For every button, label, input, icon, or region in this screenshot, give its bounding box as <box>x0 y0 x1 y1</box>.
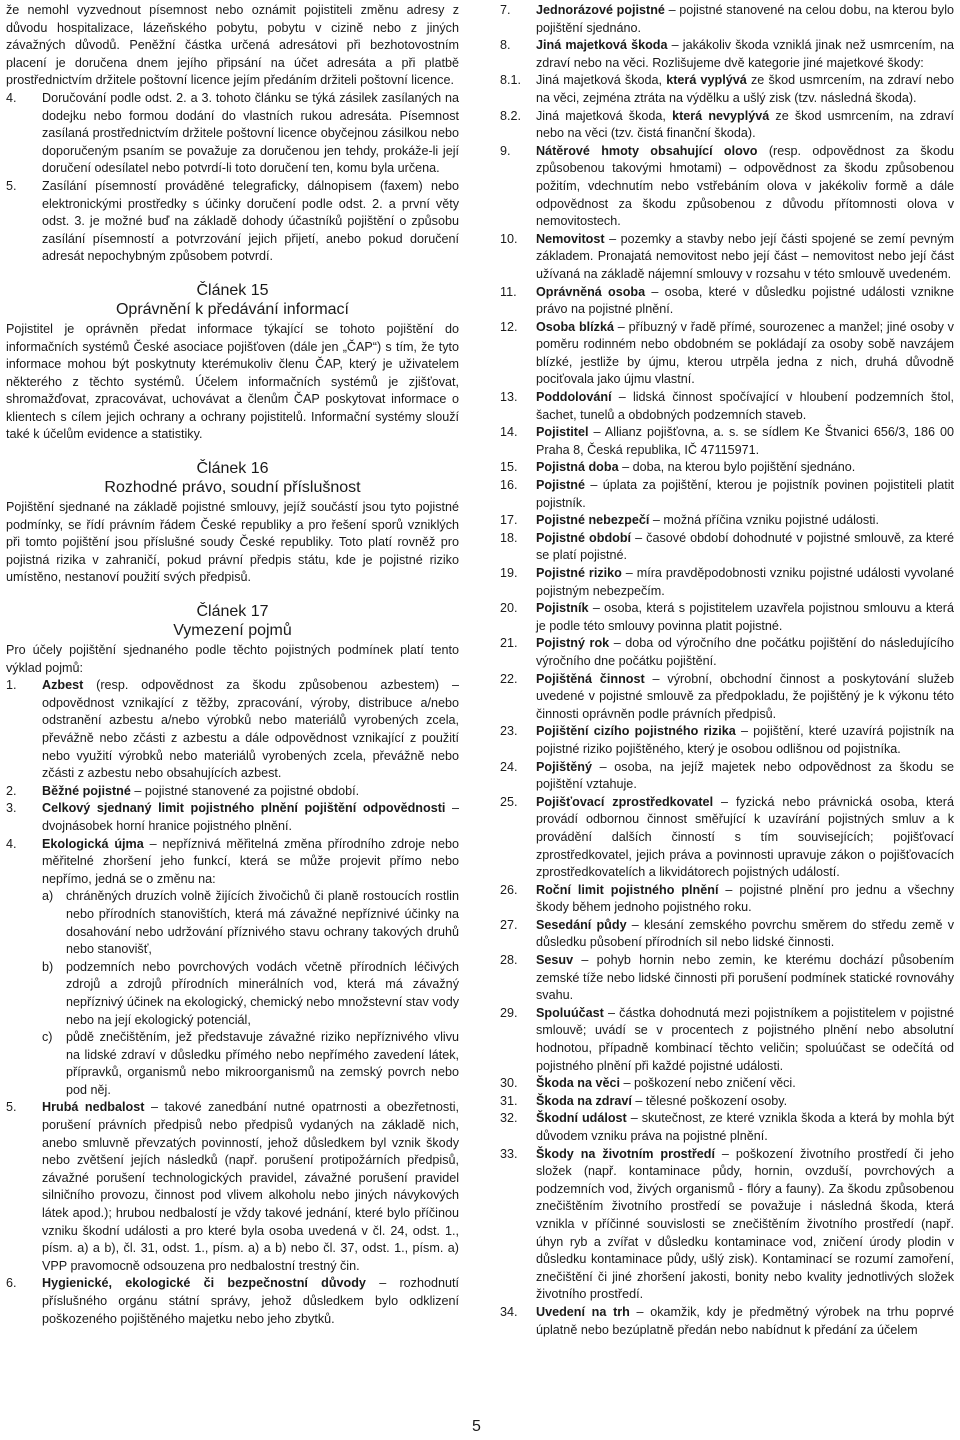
item-text-part: ze škod usmrcením, na zdraví nebo na věci (tzv. čistá finanční škoda). <box>536 108 955 141</box>
list-item <box>500 1005 954 1075</box>
definition-list <box>500 2 954 1339</box>
list-item <box>500 284 954 319</box>
item-number: 3. <box>6 801 17 816</box>
item-text-part: – osoba, která s pojistitelem uzavřela pojistnou smlouvu a která je podle této smlouvy povinna platit pojistné. <box>536 601 954 633</box>
item-number: 5. <box>6 1100 17 1115</box>
item-text <box>536 231 954 284</box>
item-number: 22. <box>500 671 518 686</box>
article-title: Článek 15 <box>196 281 269 299</box>
item-text-part: – osoba, které v důsledku pojistné události vznikne právo na pojistné plnění. <box>536 284 954 317</box>
list-item <box>500 952 954 1005</box>
defined-term: Pojistník <box>536 601 589 616</box>
item-number: 19. <box>500 566 518 580</box>
defined-term: Jednorázové pojistné <box>536 3 665 17</box>
item-number: 4. <box>6 836 17 851</box>
item-number: 13. <box>500 390 518 405</box>
defined-term: Sesuv <box>536 953 574 968</box>
item-number: c) <box>42 1030 53 1045</box>
defined-term: Běžné pojistné <box>42 783 131 798</box>
item-text <box>536 512 954 530</box>
item-text <box>42 677 459 783</box>
item-text <box>536 1304 954 1339</box>
item-text-part: – doba, na kterou bylo pojištění sjednáno. <box>618 460 856 475</box>
defined-term: Pojištění cizího pojistného rizika <box>536 724 736 739</box>
item-text: Doručování podle odst. 2. a 3. tohoto článku se týká zásilek zasílaných na dodejku nebo formou dodání do vlastních rukou adresáta. Písemnost zasílaná prostřednictvím držitele poštovní licence obyčejnou zásilkou nebo doporučeným psaním se považuje za doručenou jen tehdy, prokáže-li její doručení odesílatel nebo potvrdí-li toto doručení ten, komu byla určena. <box>42 90 459 176</box>
defined-term: Pojišťovací zprostředkovatel <box>536 794 714 809</box>
item-number: 21. <box>500 636 518 651</box>
list-item <box>6 836 459 889</box>
item-text-part: – výrobní, obchodní činnost a poskytování služeb uvedené v pojistné smlouvě za předpokladu, že pojištěný je k výkonu této činnosti oprávněn podle právních předpisů. <box>536 671 954 721</box>
defined-term: Spoluúčast <box>536 1005 604 1020</box>
item-text-part: Jiná majetková škoda, <box>536 108 673 123</box>
item-number: 12. <box>500 319 518 334</box>
list-item <box>500 882 954 917</box>
item-text-part: – nepříznivá měřitelná změna přírodního zdroje nebo měřitelné zhoršení jeho funkcí, která se může projevit přímo nebo nepřímo, jedná se o změnu na: <box>42 836 459 886</box>
list-item <box>500 723 954 758</box>
item-text <box>536 600 954 635</box>
item-text-part: – dvojnásobek horní hranice pojistného plnění. <box>42 801 459 833</box>
item-number: 24. <box>500 759 518 774</box>
defined-term: Škoda na zdraví <box>536 1093 632 1108</box>
article-subtitle: Rozhodné právo, soudní příslušnost <box>104 479 361 497</box>
defined-term: Pojistná doba <box>536 460 619 475</box>
item-text-part: – rozhodnutí příslušného orgánu státní správy, jehož důsledkem bylo odklizení poškozeného pojištěného majetku nebo jeho zbytků. <box>42 1276 459 1326</box>
list-item <box>500 635 954 670</box>
item-text-part: – klesání zemského povrchu směrem do středu země v důsledku působení přírodních sil nebo lidské činnosti. <box>536 917 954 950</box>
item-number: 5. <box>6 178 17 193</box>
item-number: 6. <box>6 1276 17 1291</box>
list-item <box>500 231 954 284</box>
item-number: 26. <box>500 882 518 897</box>
article-subtitle: Vymezení pojmů <box>173 622 292 640</box>
item-text-part: – možná příčina vzniku pojistné události. <box>649 513 879 528</box>
sub-list <box>6 888 459 1099</box>
defined-term: Azbest <box>42 678 84 693</box>
item-number: 23. <box>500 724 518 739</box>
item-text-part: – skutečnost, ze které vznikla škoda a která by mohla být důvodem vzniku práva na pojistné plnění. <box>536 1111 955 1143</box>
defined-term: Pojistné <box>536 478 585 493</box>
numbered-list <box>6 90 459 266</box>
item-text <box>536 1110 954 1145</box>
item-text-part: – pojistné plnění pro jednu a všechny škody během jednoho pojistného roku. <box>536 882 954 915</box>
item-text <box>536 37 954 72</box>
definition-list <box>6 677 459 888</box>
item-number: 34. <box>500 1304 518 1319</box>
item-text-part: – příbuzný v řadě přímé, sourozenec a manžel; jiné osoby v poměru rodinném nebo obdobném se pokládají za osoby sobě navzájem blízké, jestliže by újmu, kterou utrpěla jedna z nich, druhá důvodně pociťovala jako újmu vlastní. <box>536 319 954 387</box>
item-number: 1. <box>6 678 17 693</box>
defined-term: Nátěrové hmoty obsahující olovo <box>536 143 758 158</box>
list-item <box>500 1093 954 1111</box>
item-text <box>42 836 459 889</box>
defined-term: Nemovitost <box>536 231 605 246</box>
item-number: 27. <box>500 917 518 932</box>
item-number: b) <box>42 959 54 974</box>
item-number: 16. <box>500 478 518 493</box>
defined-term: Hygienické, ekologické či bezpečnostní důvody <box>42 1276 366 1291</box>
item-text-part: (resp. odpovědnost za škodu způsobenou azbestem) – odpovědnost vznikající z těžby, zpracování, výroby, distribuce a/nebo odstranění azbestu a/nebo výrobků nebo materiálů vyrobených zcela, převážně nebo zčásti z azbestu a dále odpovědnost vznikající z použití nebo využití výrobků nebo materiálů vyrobených zcela, převážně nebo zčásti z azbestu nebo obsahujících azbest. <box>42 678 459 781</box>
paragraph: že nemohl vyzvednout písemnost nebo oznámit pojistiteli změnu adresy z důvodu hospitalizace, lázeňského pobytu, pobytu v cizině nebo z jiných závažných důvodů. Peněžní částka určená adresátovi při bezhotovostním placení je doručena dnem jejího připsání na účet adresáta a při platbě prostřednictvím držitele poštovní licence jejím předáním držiteli poštovní licence. <box>6 3 459 88</box>
item-text-part: – poškození životního prostředí či jeho složek (např. kontaminace půdy, hornin, ovzduší, povrchových a podzemních vod, živých organismů - flóry a fauny). Za škodu způsobenou znečištěním životního prostředí se považuje i následná škoda, která vznikla v příčinné souvislosti se znečištěním životního prostředí (např. úhyn ryb a zvířat v důsledku kontaminace vod, zničení úrody plodin v důsledku kontaminace půdy, ušlý zisk). Kontaminací se rozumí zamoření, znečištění či jiné zhoršení jakosti, bonity nebo kvality jednotlivých složek životního prostředí. <box>536 1146 954 1302</box>
defined-term: Celkový sjednaný limit pojistného plnění pojištění odpovědnosti <box>42 801 446 816</box>
list-item <box>6 1099 459 1275</box>
item-text: půdě znečištěním, jež představuje závažné riziko nepříznivého vlivu na lidské zdraví v důsledku přímého nebo nepřímého zavedení látek, přípravků, organismů nebo mikroorganismů na zemský povrch nebo pod něj. <box>66 1030 459 1097</box>
item-text-part: – míra pravděpodobnosti vzniku pojistné události vyvolané pojistným nebezpečím. <box>536 566 954 598</box>
item-text <box>536 565 954 600</box>
item-text <box>42 783 459 801</box>
emphasis: která nevyplývá <box>672 108 770 123</box>
list-item <box>500 671 954 724</box>
list-item <box>42 888 459 958</box>
article-16-heading <box>6 459 459 497</box>
defined-term: Uvedení na trh <box>536 1304 630 1319</box>
list-item <box>500 459 954 477</box>
item-number: 7. <box>500 3 511 17</box>
list-item <box>6 800 459 835</box>
defined-term: Pojistné riziko <box>536 566 622 580</box>
item-number: 28. <box>500 953 518 968</box>
item-text-part: – tělesné poškození osoby. <box>631 1093 788 1108</box>
item-text-part: – pojistné stanovené za pojistné období. <box>130 783 360 798</box>
item-text-part: – fyzická nebo právnická osoba, která provádí odbornou činnost směřující k uzavírání pojistných smluv a k provádění dalších činností s tím souvisejících; pojišťovací zprostředkovatel, jejich práva a povinnosti upravuje zákon o pojišťovacích zprostředkovatelích a likvidátorech pojistných událostí. <box>536 794 954 880</box>
item-text-part: – osoba, na jejíž majetek nebo odpovědnost za škodu se pojištění vztahuje. <box>536 759 954 792</box>
item-text-part: – Allianz pojišťovna, a. s. se sídlem Ke Štvanici 656/3, 186 00 Praha 8, Česká republika, IČ 47115971. <box>536 425 954 457</box>
item-number: 33. <box>500 1146 518 1161</box>
item-number: a) <box>42 889 54 904</box>
list-item <box>500 794 954 882</box>
item-text <box>536 459 954 477</box>
item-text <box>536 759 954 794</box>
list-item <box>500 319 954 389</box>
item-text <box>536 882 954 917</box>
list-item <box>500 565 954 600</box>
list-item <box>500 477 954 512</box>
item-number: 25. <box>500 794 518 809</box>
definition-list <box>6 1099 459 1328</box>
list-item <box>6 783 459 801</box>
list-item <box>500 424 954 459</box>
item-number: 4. <box>6 90 17 105</box>
item-text-part: – takové zanedbání nutné opatrnosti a obezřetnosti, porušení právních předpisů nebo předpisů vydaných na základě nich, anebo smluvně převzatých povinností, jehož důsledkem byl vznik škody nebo zvětšení jejích následků (např. porušení protipožárních předpisů, závažné porušení technologických pravidel, závažné porušení pravidel silničního provozu, činnost pod vlivem alkoholu nebo jiných návykových látek apod.); hrubou nedbalostí je vždy takové jednání, které bylo příčinou vzniku škodní události a pro které byla osoba uvedená v čl. 24, odst. 1., písm. a) a b), čl. 31, odst. 1., písm. a) a b) nebo čl. 37, odst. 1., písm. a) VPP pravomocně odsouzena pro nedbalostní trestný čin. <box>42 1100 459 1273</box>
item-text: Zasílání písemností prováděné telegraficky, dálnopisem (faxem) nebo elektronickými prostředky s účinky doručení podle odst. 2. a první věty odst. 3. je možné buď na základě dohody účastníků pojištění o způsobu zasílání písemností a potvrzování jejich přijetí, anebo pokud doručení adresát nepochybným způsobem potvrdí. <box>42 178 459 264</box>
list-item <box>42 959 459 1029</box>
item-text <box>536 671 954 724</box>
article-15-heading <box>6 281 459 319</box>
list-item <box>6 1275 459 1328</box>
item-text <box>536 952 954 1005</box>
emphasis: která vyplývá <box>666 73 747 88</box>
item-text-part: – okamžik, kdy je předmětný výrobek na trhu poprvé úplatně nebo bezúplatně předán nebo nabídnut k předání za účelem <box>536 1304 954 1337</box>
item-text <box>536 530 954 565</box>
item-text-part: – pojištění, které uzavírá pojistník na pojistné riziko pojištěného, který je osobou odlišnou od pojistníka. <box>536 724 954 756</box>
defined-term: Oprávněná osoba <box>536 284 646 299</box>
item-text-part: ze škod usmrcením, na zdraví nebo na věci, zejména ztráta na výdělku a ušlý zisk (tzv. následná škoda). <box>536 73 954 105</box>
list-item <box>500 530 954 565</box>
paragraph: Pojištění sjednané na základě pojistné smlouvy, jejíž součástí jsou tyto pojistné podmínky, se řídí právním řádem České republiky a pro řešení sporů vzniklých při tomto pojištění jsou příslušné soudy České republiky. Toto platí rovněž pro pojistná rizika v zahraničí, pokud právní předpis státu, kde je pojistné riziko umístěno, nestanoví použití svých předpisů. <box>6 500 459 585</box>
defined-term: Škoda na věci <box>536 1076 620 1091</box>
item-number: 17. <box>500 513 518 528</box>
item-text-part: – pohyb hornin nebo zemin, ke kterému dochází působením zemské tíže nebo lidské činnosti při porušení podmínek statické rovnováhy svahu. <box>536 953 954 1003</box>
item-text-part: – poškození nebo zničení věci. <box>620 1076 796 1091</box>
item-text <box>536 72 954 107</box>
defined-term: Sesedání půdy <box>536 917 627 932</box>
defined-term: Jiná majetková škoda <box>536 38 668 53</box>
item-text <box>536 143 954 231</box>
defined-term: Poddolování <box>536 390 612 405</box>
list-item <box>500 917 954 952</box>
defined-term: Osoba blízká <box>536 319 614 334</box>
item-text-part: – částka dohodnutá mezi pojistníkem a pojistitelem v pojistné smlouvě; uvádí se v procentech z pojistného plnění nebo absolutní hodnotou, případně kombinací těchto veličin; spoluúčast se odečítá od pojistného plnění při každé pojistné události. <box>536 1005 954 1073</box>
defined-term: Pojistné nebezpečí <box>536 513 650 528</box>
list-item <box>500 600 954 635</box>
list-item <box>500 2 954 37</box>
item-text-part: – doba od výročního dne počátku pojištění do následujícího výročního dne počátku pojištění. <box>536 636 954 668</box>
item-text <box>536 723 954 758</box>
item-number: 8. <box>500 38 511 53</box>
item-text-part: Jiná majetková škoda, <box>536 73 667 88</box>
page-number: 5 <box>472 1418 481 1435</box>
item-number: 31. <box>500 1093 518 1108</box>
item-text <box>536 319 954 389</box>
item-text-part: – pojistné stanovené na celou dobu, na kterou bylo pojištění sjednáno. <box>536 3 954 35</box>
item-text <box>536 2 954 37</box>
list-item <box>500 72 954 107</box>
item-text-part: (resp. odpovědnost za škodu způsobenou takovými hmotami) – odpovědnost za škodu způsobenou požitím, vdechnutím nebo vstřebáním olova v jakékoliv formě a dále odpovědnost za škodu způsobenou z důvodu přítomnosti olova v nemovitostech. <box>536 143 954 229</box>
list-item <box>500 512 954 530</box>
item-text <box>536 477 954 512</box>
defined-term: Pojištěný <box>536 759 592 774</box>
item-text: podzemních nebo povrchových vodách včetně přírodních léčivých zdrojů a zdrojů přírodních minerálních vod, která má závažný nepříznivý účinek na ekologický, chemický nebo množstevní stav vody nebo na její ekologický potenciál, <box>66 959 459 1027</box>
item-text <box>536 635 954 670</box>
item-text <box>536 424 954 459</box>
item-number: 15. <box>500 460 518 475</box>
item-text <box>536 108 954 143</box>
defined-term: Pojistné období <box>536 530 632 545</box>
list-item <box>6 90 459 178</box>
item-text <box>536 389 954 424</box>
defined-term: Roční limit pojistného plnění <box>536 882 719 897</box>
list-item <box>6 178 459 266</box>
item-text <box>536 284 954 319</box>
list-item <box>6 677 459 783</box>
item-text <box>42 1275 459 1328</box>
article-subtitle: Oprávnění k předávání informací <box>115 300 349 318</box>
item-number: 14. <box>500 425 518 440</box>
defined-term: Ekologická újma <box>42 836 144 851</box>
article-17-heading <box>6 602 459 640</box>
item-text-part: – jakákoliv škoda vzniklá jinak než usmrcením, na zdraví nebo na věci. Rozlišujeme dvě kategorie jiné majetkové škody: <box>536 38 954 70</box>
item-text <box>536 1093 954 1111</box>
item-number: 8.1. <box>500 73 522 88</box>
item-number: 2. <box>6 783 17 798</box>
item-text <box>536 1005 954 1075</box>
item-text <box>42 1099 459 1275</box>
item-text <box>536 1075 954 1093</box>
item-number: 8.2. <box>500 108 522 123</box>
item-text-part: – časové období dohodnuté v pojistné smlouvě, za které se platí pojistné. <box>536 530 954 563</box>
item-text <box>536 917 954 952</box>
defined-term: Pojistitel <box>536 425 589 440</box>
paragraph: Pojistitel je oprávněn předat informace týkající se tohoto pojištění do informačních systémů České asociace pojišťoven (dále jen „ČAP“) s tím, že tyto informace mohou být poskytnuty kterémukoliv členu ČAP, který je uživatelem některého z těchto systémů. Účelem informačních systémů je zjišťovat, shromažďovat, zpracovávat, uchovávat a členům ČAP poskytovat informace o klientech s cílem jejich ochrany a ochrany pojistitelů. Informační systémy slouží také k účelům evidence a statistiky. <box>6 321 459 442</box>
item-text <box>536 794 954 882</box>
list-item <box>500 759 954 794</box>
item-number: 20. <box>500 601 518 616</box>
item-number: 32. <box>500 1111 518 1126</box>
defined-term: Pojistný rok <box>536 636 610 651</box>
item-number: 11. <box>500 284 517 299</box>
defined-term: Škodní událost <box>536 1111 627 1126</box>
item-number: 18. <box>500 530 518 545</box>
list-item <box>42 1029 459 1099</box>
list-item <box>500 1110 954 1145</box>
article-title: Článek 17 <box>196 603 269 621</box>
paragraph: Pro účely pojištění sjednaného podle těchto pojistných podmínek platí tento výklad pojmů: <box>6 643 459 675</box>
item-text-part: – lidská činnost spočívající v hloubení podzemních štol, šachet, tunelů a obdobných podzemních staveb. <box>536 390 954 422</box>
defined-term: Hrubá nedbalost <box>42 1100 145 1115</box>
item-number: 9. <box>500 143 511 158</box>
list-item <box>500 1075 954 1093</box>
list-item <box>500 37 954 72</box>
item-text: chráněných druzích volně žijících živočichů či planě rostoucích rostlin nebo přírodních stanovištích, která má závažné nepříznivé účinky na dosahování nebo udržování příznivého stavu ochrany takových druhů nebo stanovišť, <box>66 889 459 957</box>
list-item <box>500 108 954 143</box>
item-text-part: – úplata za pojištění, kterou je pojistník povinen pojistiteli platit pojistník. <box>536 478 954 510</box>
defined-term: Pojištěná činnost <box>536 671 645 686</box>
item-number: 29. <box>500 1005 518 1020</box>
defined-term: Škody na životním prostředí <box>536 1146 715 1161</box>
item-text <box>536 1146 954 1304</box>
item-number: 10. <box>500 231 518 246</box>
item-text <box>42 800 459 835</box>
list-item <box>500 1146 954 1304</box>
list-item <box>500 389 954 424</box>
item-number: 30. <box>500 1076 518 1091</box>
list-item <box>500 143 954 231</box>
item-text-part: – pozemky a stavby nebo její části spojené se zemí pevným základem. Pronajatá nemovitost nebo její část – nemovitost nebo její část užívaná na základě nájemní smlouvy v rozsahu v této smlouvě uvedeném. <box>536 231 954 281</box>
list-item <box>500 1304 954 1339</box>
left-column <box>6 2 459 1328</box>
article-title: Článek 16 <box>196 460 269 478</box>
right-column <box>500 2 954 1339</box>
